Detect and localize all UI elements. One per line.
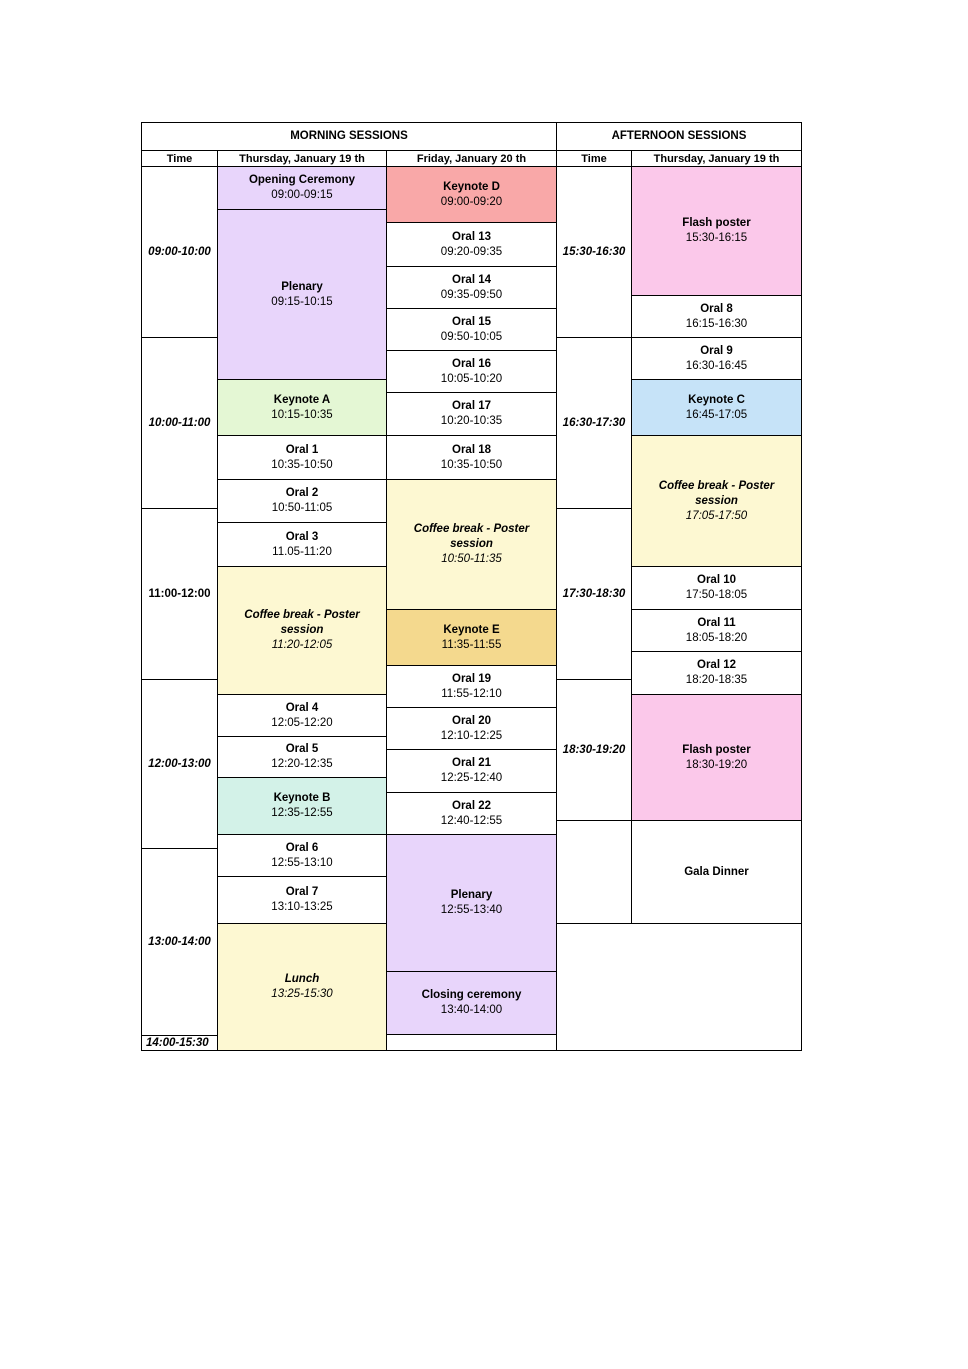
empty-area (556, 923, 802, 1051)
session-title: Oral 6 (285, 841, 319, 854)
session-block (217, 209, 387, 380)
session-title: Oral 12 (697, 659, 736, 671)
session-block (631, 337, 802, 380)
session-time: 12:25-12:40 (440, 772, 503, 784)
session-block (217, 166, 387, 210)
session-title: Keynote D (443, 180, 500, 193)
session-title: Oral 19 (452, 672, 491, 685)
time-slot (556, 166, 632, 338)
time-slot (556, 508, 632, 680)
session-time: 13:40-14:00 (440, 1004, 503, 1016)
session-time: 11:20-12:05 (271, 639, 333, 651)
thursday-am-column-header (217, 150, 387, 167)
session-block (631, 166, 802, 296)
time-slot (141, 679, 218, 849)
session-time: 11:55-12:10 (441, 687, 502, 700)
time-slot-label: 13:00-14:00 (148, 935, 211, 948)
session-block (631, 820, 802, 924)
session-title: Oral 20 (452, 714, 491, 727)
session-time: 12:35-12:55 (271, 807, 333, 819)
session-time: 16:15-16:30 (685, 317, 748, 330)
morning-sessions-header (141, 122, 557, 151)
session-title: Flash poster (682, 217, 751, 229)
session-time: 09:00-09:20 (440, 195, 503, 208)
session-title: Oral 10 (697, 574, 736, 586)
session-block (386, 792, 557, 835)
session-title: Keynote A (273, 393, 331, 406)
session-title: Coffee break - Poster session (658, 479, 775, 507)
session-title: Oral 14 (452, 273, 491, 286)
time-slot-label: 16:30-17:30 (562, 416, 626, 429)
session-time: 12:20-12:35 (271, 758, 333, 770)
session-block (217, 777, 387, 835)
session-time: 10:15-10:35 (271, 408, 333, 421)
session-title: Oral 17 (452, 400, 491, 412)
session-block (386, 707, 557, 750)
session-block (217, 876, 387, 924)
morning-sessions-label: MORNING SESSIONS (290, 130, 408, 142)
time-pm-header-label: Time (581, 152, 607, 165)
session-time: 09:50-10:05 (440, 330, 503, 343)
time-slot-label: 15:30-16:30 (562, 245, 626, 258)
session-time: 17:05-17:50 (685, 509, 748, 522)
session-block (631, 435, 802, 567)
session-title: Flash poster (682, 743, 751, 756)
session-time: 18:20-18:35 (685, 674, 748, 686)
session-time: 10:50-11:35 (441, 553, 502, 565)
session-time: 12:05-12:20 (271, 716, 333, 729)
time-slot (141, 508, 218, 680)
session-time: 16:30-16:45 (685, 359, 748, 372)
time-slot-label: 11:00-12:00 (148, 587, 211, 600)
session-title: Oral 11 (697, 616, 736, 629)
session-title: Oral 15 (452, 315, 491, 328)
session-title: Lunch (284, 973, 320, 985)
session-title: Oral 1 (285, 443, 319, 456)
session-time: 15:30-16:15 (685, 232, 748, 244)
session-block (386, 350, 557, 393)
session-block (631, 379, 802, 436)
session-time: 10:35-10:50 (440, 458, 503, 471)
session-time: 13:10-13:25 (271, 901, 333, 913)
session-time: 09:35-09:50 (440, 288, 503, 301)
session-block (386, 834, 557, 972)
afternoon-sessions-label: AFTERNOON SESSIONS (611, 130, 747, 142)
session-title: Closing ceremony (421, 989, 522, 1001)
session-block (631, 694, 802, 821)
session-time: 13:25-15:30 (271, 988, 333, 1000)
session-block (386, 665, 557, 708)
session-title: Oral 5 (285, 743, 319, 755)
session-title: Plenary (281, 280, 323, 293)
session-block (386, 971, 557, 1035)
session-time: 10:50-11:05 (271, 502, 333, 514)
afternoon-sessions-header (556, 122, 802, 151)
session-block (386, 222, 557, 267)
session-title: Oral 4 (285, 701, 319, 714)
thursday-header-label: Thursday, January 19 th (239, 152, 365, 165)
session-title: Opening Ceremony (248, 174, 356, 186)
session-title: Plenary (450, 889, 493, 901)
session-title: Oral 16 (452, 357, 491, 370)
time-header-label: Time (166, 152, 193, 165)
session-block (386, 749, 557, 793)
session-title: Coffee break - Poster session (413, 523, 530, 550)
session-time: 09:20-09:35 (440, 245, 503, 258)
session-title: Keynote E (443, 623, 500, 636)
session-time: 12:55-13:40 (440, 904, 503, 916)
session-title: Oral 13 (452, 230, 491, 243)
time-slot (556, 337, 632, 509)
session-block (217, 834, 387, 877)
time-column-header (141, 150, 218, 167)
session-title: Oral 7 (285, 886, 319, 898)
session-title: Oral 3 (285, 530, 319, 543)
session-time: 18:05-18:20 (685, 631, 748, 644)
session-title: Coffee break - Poster session (244, 609, 360, 636)
session-block (631, 651, 802, 695)
empty-cell (386, 1034, 557, 1051)
session-title: Gala Dinner (684, 865, 749, 878)
session-block (217, 923, 387, 1051)
session-title: Oral 21 (452, 757, 491, 769)
time-slot-empty (556, 820, 632, 924)
session-block (217, 736, 387, 778)
session-time: 11:35-11:55 (441, 638, 502, 651)
session-time: 12:40-12:55 (440, 814, 503, 827)
time-slot-label: 10:00-11:00 (148, 416, 211, 429)
time-slot-label: 17:30-18:30 (562, 587, 626, 600)
session-time: 10:20-10:35 (440, 415, 503, 427)
session-block (217, 379, 387, 436)
session-time: 12:10-12:25 (440, 729, 503, 742)
session-block (217, 435, 387, 480)
time-slot-label: 14:00-15:30 (146, 1036, 209, 1049)
session-time: 09:00-09:15 (271, 189, 333, 201)
session-title: Oral 18 (452, 443, 491, 456)
session-block (217, 566, 387, 695)
session-block (386, 166, 557, 223)
session-title: Oral 9 (700, 344, 733, 357)
session-block (217, 522, 387, 567)
thursday-pm-header-label: Thursday, January 19 th (653, 152, 780, 165)
time-pm-column-header (556, 150, 632, 167)
session-block (631, 609, 802, 652)
session-block (386, 308, 557, 351)
time-slot (141, 1035, 218, 1051)
time-slot (556, 679, 632, 821)
session-block (386, 266, 557, 309)
session-block (386, 479, 557, 610)
time-slot-label: 12:00-13:00 (148, 757, 211, 770)
session-title: Oral 22 (452, 799, 491, 812)
time-slot-label: 18:30-19:20 (562, 743, 626, 756)
session-title: Oral 8 (700, 302, 733, 315)
session-block (217, 479, 387, 523)
time-slot (141, 337, 218, 509)
thursday-pm-column-header (631, 150, 802, 167)
session-time: 17:50-18:05 (685, 589, 748, 601)
session-title: Keynote C (688, 393, 745, 406)
session-block (631, 295, 802, 338)
time-slot-label: 09:00-10:00 (148, 245, 211, 258)
session-time: 10:35-10:50 (271, 458, 333, 471)
session-time: 09:15-10:15 (271, 295, 333, 308)
session-title: Keynote B (273, 792, 331, 804)
session-time: 11.05-11:20 (272, 545, 332, 558)
session-time: 12:55-13:10 (271, 856, 333, 869)
session-block (386, 392, 557, 436)
session-block (217, 694, 387, 737)
session-block (386, 435, 557, 480)
session-time: 16:45-17:05 (685, 408, 748, 421)
time-slot (141, 166, 218, 338)
session-time: 18:30-19:20 (685, 758, 748, 771)
session-title: Oral 2 (285, 487, 319, 499)
friday-am-column-header (386, 150, 557, 167)
friday-header-label: Friday, January 20 th (416, 152, 527, 165)
session-time: 10:05-10:20 (440, 372, 503, 385)
time-slot (141, 848, 218, 1036)
session-block (631, 566, 802, 610)
session-block (386, 609, 557, 666)
